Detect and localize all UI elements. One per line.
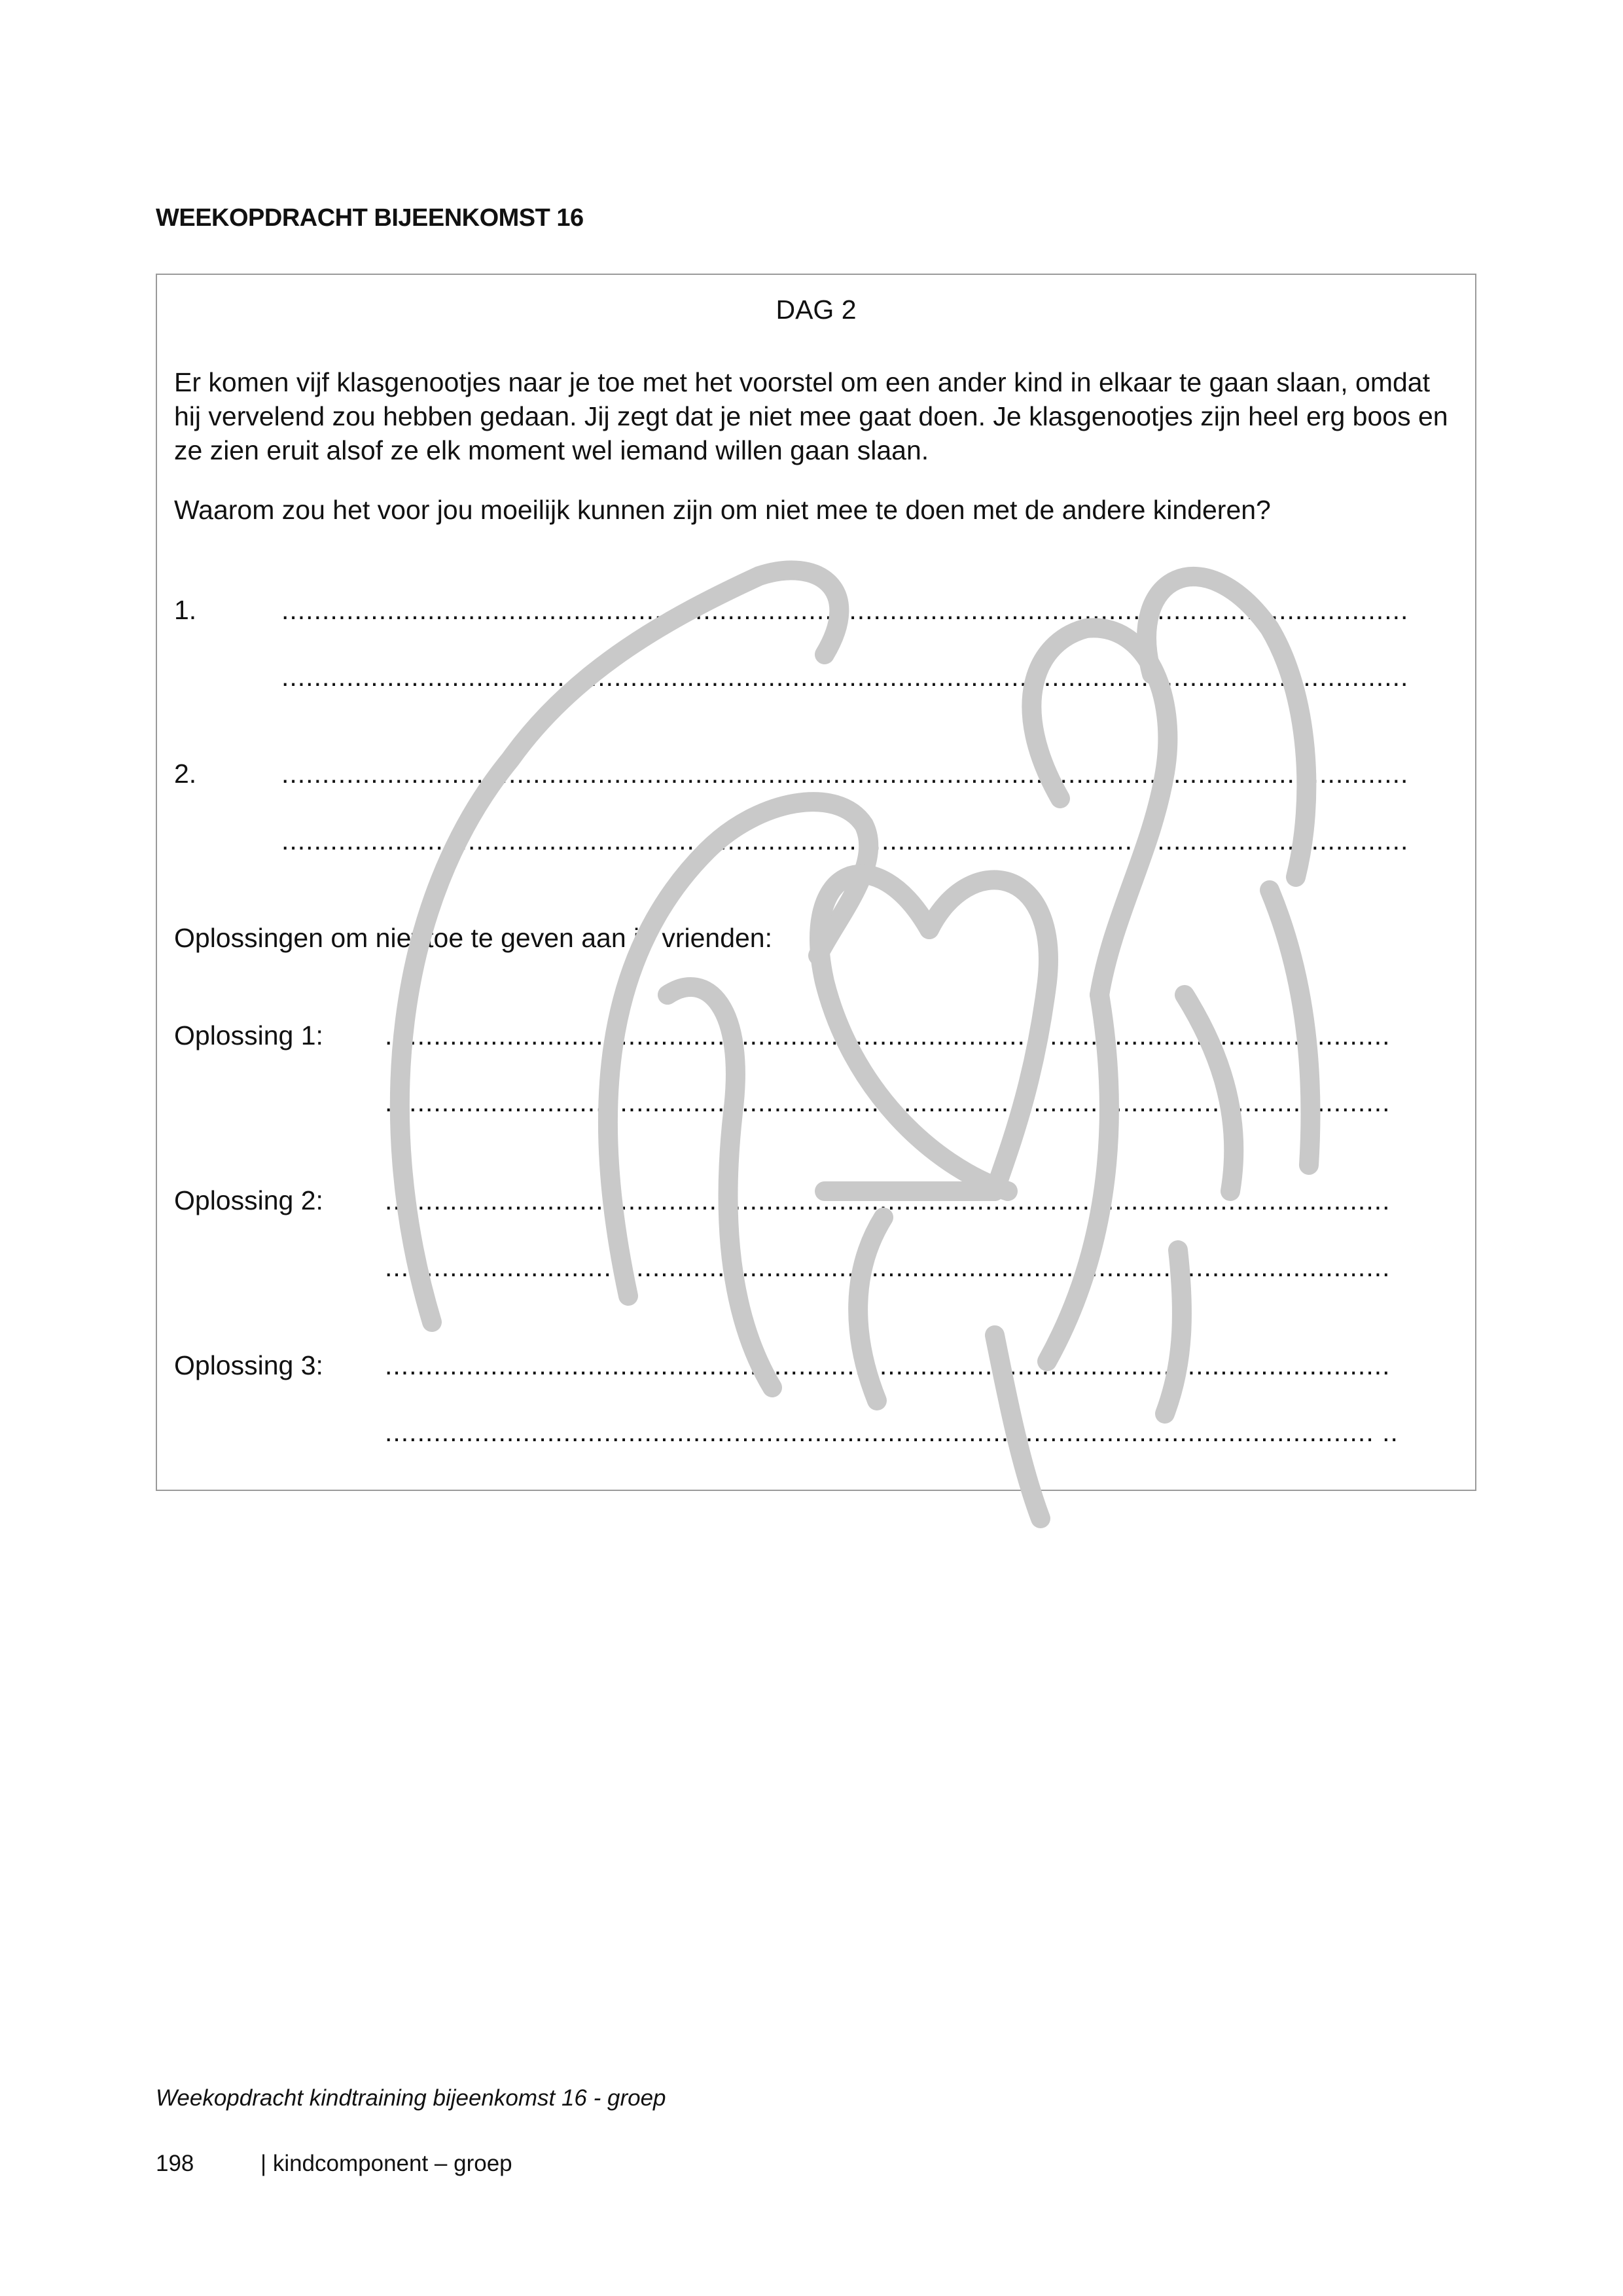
solution-1-line-2[interactable]: ............................................................................................................................ <box>385 1087 1391 1117</box>
scenario-text: Er komen vijf klasgenootjes naar je toe met het voorstel om een ander kind in elkaar te gaan slaan, omdat hij vervelend zou hebben gedaan. Jij zegt dat je niet mee gaat doen. Je klasgenootjes zijn heel erg boos en ze zien eruit alsof ze elk moment wel iemand willen gaan slaan. <box>174 367 1448 465</box>
page-heading: WEEKOPDRACHT BIJEENKOMST 16 <box>156 204 584 232</box>
assignment-box <box>156 274 1476 1491</box>
solution-2-line-2[interactable]: ............................................................................................................................ <box>385 1252 1391 1282</box>
solution-3-line-2[interactable]: .......................................................................................................................... .. <box>385 1417 1399 1447</box>
answer-1-line-1[interactable]: ........................................................................................................................................... <box>281 595 1409 625</box>
solution-label-3: Oplossing 3: <box>174 1350 323 1380</box>
solutions-heading: Oplossingen om niet toe te geven aan je vrienden: <box>174 923 772 953</box>
solution-label-2: Oplossing 2: <box>174 1185 323 1215</box>
footer <box>156 2151 512 2177</box>
section-name: | kindcomponent – groep <box>260 2151 512 2176</box>
solution-3-line-1[interactable]: ............................................................................................................................ <box>385 1350 1391 1380</box>
page-number: 198 <box>156 2151 194 2176</box>
day-title: DAG 2 <box>776 295 857 325</box>
question-text: Waarom zou het voor jou moeilijk kunnen zijn om niet mee te doen met de andere kinderen? <box>174 495 1271 525</box>
footer-caption: Weekopdracht kindtraining bijeenkomst 16 - groep <box>156 2085 666 2111</box>
answer-label-2: 2. <box>174 759 197 789</box>
solution-1-line-1[interactable]: ............................................................................................................................ <box>385 1020 1391 1050</box>
solution-2-line-1[interactable]: ............................................................................................................................ <box>385 1185 1391 1215</box>
answer-label-1: 1. <box>174 595 197 625</box>
answer-2-line-2[interactable]: ........................................................................................................................................... <box>281 825 1409 855</box>
answer-1-line-2[interactable]: ........................................................................................................................................... <box>281 662 1409 692</box>
answer-2-line-1[interactable]: ........................................................................................................................................... <box>281 759 1409 789</box>
solution-label-1: Oplossing 1: <box>174 1020 323 1050</box>
